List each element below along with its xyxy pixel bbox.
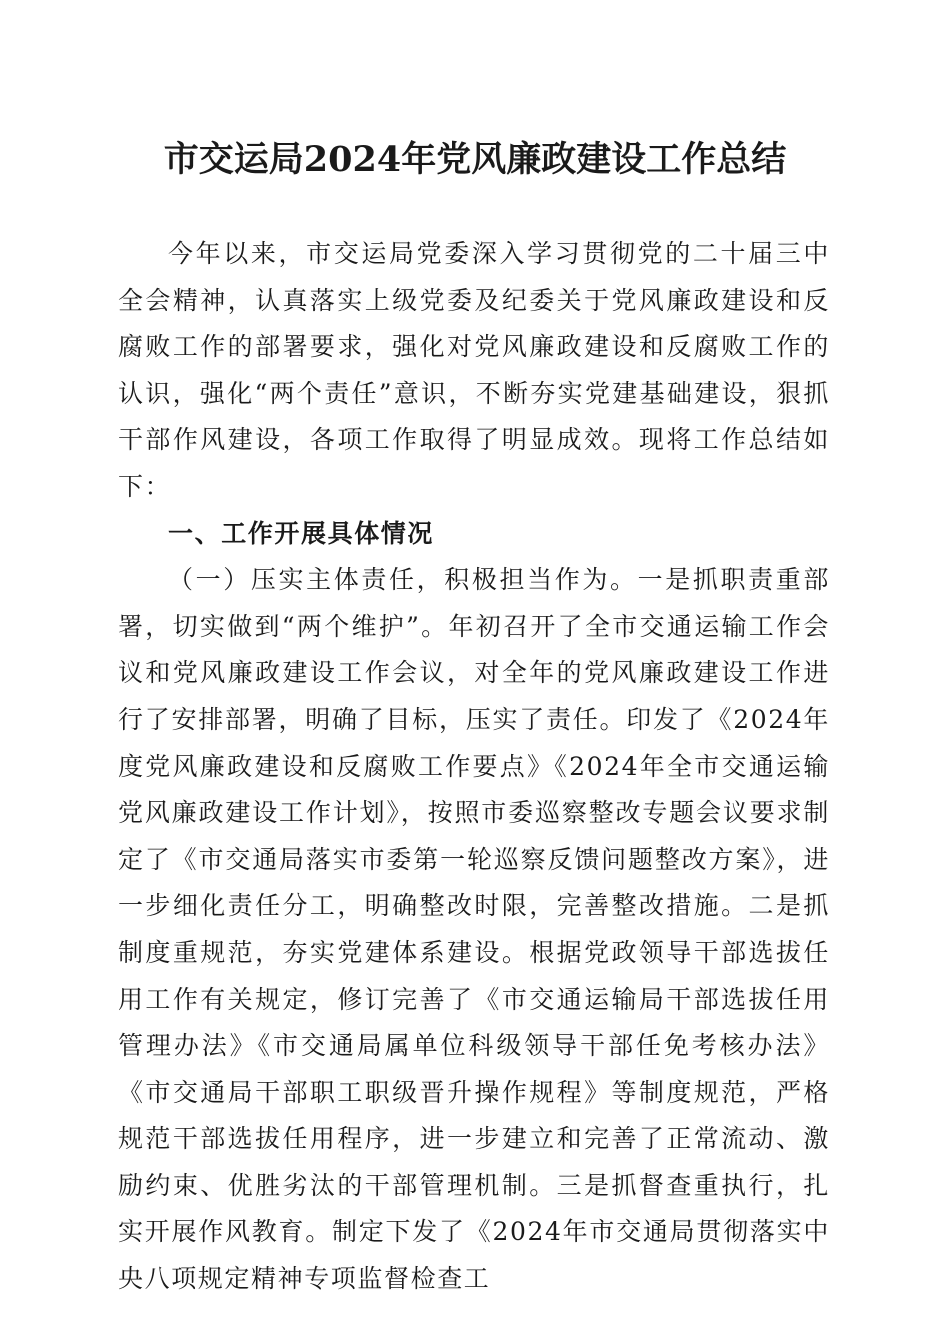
document-title: 市交运局2024年党风廉政建设工作总结 [163,139,787,180]
subsection-paragraph-1: （一）压实主体责任，积极担当作为。一是抓职责重部署，切实做到“两个维护”。年初召开了全市交通运输工作会议和党风廉政建设工作会议，对全年的党风廉政建设工作进行了安排部署，明确了目标，压实了责任。印发了《2024年度党风廉政建设和反腐败工作要点》《2024年全市交通运输党风廉政建设工作计划》，按照市委巡察整改专题会议要求制定了《市交通局落实市委第一轮巡察反馈问题整改方案》，进一步细化责任分工，明确整改时限，完善整改措施。二是抓制度重规范，夯实党建体系建设。根据党政领导干部选拔任用工作有关规定，修订完善了《市交通运输局干部选拔任用管理办法》《市交通局属单位科级领导干部任免考核办法》《市交通局干部职工职级晋升操作规程》等制度规范，严格规范干部选拔任用程序，进一步建立和完善了正常流动、激励约束、优胜劣汰的干部管理机制。三是抓督查重执行，扎实开展作风教育。制定下发了《2024年市交通局贯彻落实中央八项规定精神专项监督检查工 [118,565,830,1294]
document-body [118,231,830,1303]
section-heading-1: 一、工作开展具体情况 [168,518,435,548]
intro-paragraph: 今年以来，市交运局党委深入学习贯彻党的二十届三中全会精神，认真落实上级党委及纪委关于党风廉政建设和反腐败工作的部署要求，强化对党风廉政建设和反腐败工作的认识，强化“两个责任”意识，不断夯实党建基础建设，狠抓干部作风建设，各项工作取得了明显成效。现将工作总结如下： [118,239,830,501]
